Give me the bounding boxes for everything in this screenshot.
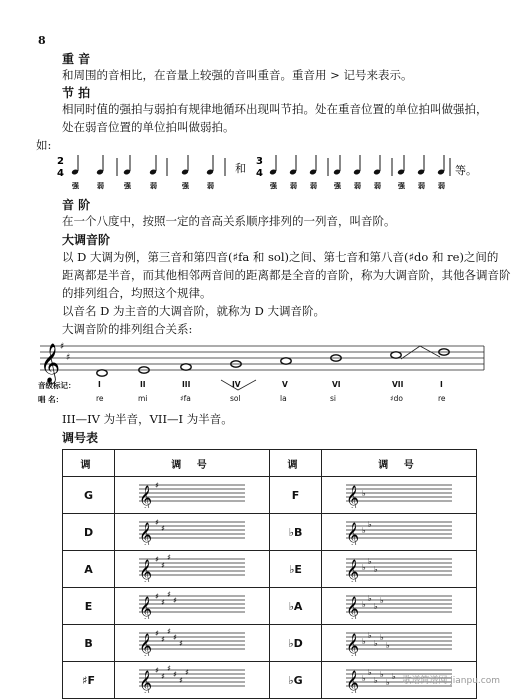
treble-clef-icon: 𝄞 — [139, 597, 153, 619]
solfege-syllable: re — [438, 394, 446, 403]
flat-icon: ♭ — [386, 641, 390, 650]
key-table-heading: 调号表 — [62, 431, 99, 445]
flat-icon: ♭ — [362, 563, 366, 572]
flat-icon: ♭ — [386, 678, 390, 687]
key-signature-staff — [344, 515, 454, 545]
flat-icon: ♭ — [362, 526, 366, 535]
degree-mark: I — [98, 380, 101, 389]
key-name-flat: ♭A — [269, 588, 321, 625]
sharp-icon: ♯ — [173, 596, 177, 605]
major-heading: 大调音阶 — [62, 233, 111, 247]
key-name-sharp: E — [63, 588, 115, 625]
solfege-syllable: ♯do — [390, 394, 403, 403]
sharp-icon: ♯ — [155, 666, 159, 675]
treble-clef-icon: 𝄞 — [139, 486, 153, 508]
sharp-icon: ♯ — [185, 668, 189, 677]
flat-icon: ♭ — [362, 600, 366, 609]
sharp-key-signature — [115, 588, 270, 625]
flat-key-signature — [322, 588, 477, 625]
scale-note — [181, 364, 191, 370]
sharp-icon: ♯ — [179, 639, 183, 648]
sharp-icon: ♯ — [173, 670, 177, 679]
key-name-sharp: G — [63, 477, 115, 514]
sharp-icon: ♯ — [167, 553, 171, 562]
sharp-icon: ♯ — [167, 590, 171, 599]
sharp-icon: ♯ — [155, 555, 159, 564]
time-sig-24-top: 2 — [57, 156, 64, 167]
col-sig-left: 调 号 — [115, 450, 270, 477]
accent-heading: 重 音 — [62, 52, 91, 66]
beat-label-24: 弱 — [207, 182, 214, 190]
solfege-label: 唱 名： — [38, 395, 64, 404]
flat-icon: ♭ — [374, 565, 378, 574]
beat-text-1: 相同时值的强拍与弱拍有规律地循环出现叫节拍。处在重音位置的单位拍叫做强拍， — [62, 102, 488, 116]
time-sig-24-bottom: 4 — [57, 168, 64, 179]
beat-label-34: 强 — [398, 182, 405, 190]
degree-mark: III — [182, 380, 191, 389]
flat-icon: ♭ — [368, 520, 372, 529]
sharp-icon: ♯ — [173, 633, 177, 642]
key-name-flat: ♭B — [269, 514, 321, 551]
key-name-flat: F — [269, 477, 321, 514]
key-table-row — [63, 588, 477, 625]
treble-clef-icon: 𝄞 — [346, 671, 360, 693]
treble-clef-icon: 𝄞 — [346, 523, 360, 545]
sharp-icon: ♯ — [161, 561, 165, 570]
beat-label-34: 弱 — [438, 182, 445, 190]
key-table-row — [63, 477, 477, 514]
flat-icon: ♭ — [368, 594, 372, 603]
solfege-syllable: re — [96, 394, 104, 403]
solfege-syllable: ♯fa — [180, 394, 191, 403]
col-key-right: 调 — [269, 450, 321, 477]
sharp-key-signature — [115, 514, 270, 551]
treble-clef-icon: 𝄞 — [139, 560, 153, 582]
scale-note — [281, 358, 291, 364]
sharp-icon: ♯ — [155, 629, 159, 638]
key-signature-staff — [137, 515, 247, 545]
sharp-icon: ♯ — [161, 524, 165, 533]
flat-key-signature — [322, 514, 477, 551]
flat-icon: ♭ — [362, 489, 366, 498]
beat-label-34: 强 — [270, 182, 277, 190]
sharp-icon: ♯ — [161, 598, 165, 607]
sharp-icon: ♯ — [161, 635, 165, 644]
key-signature-staff — [137, 626, 247, 656]
flat-icon: ♭ — [374, 676, 378, 685]
treble-clef-icon: 𝄞 — [139, 634, 153, 656]
sharp-key-signature — [115, 551, 270, 588]
flat-key-signature — [322, 625, 477, 662]
flat-icon: ♭ — [374, 639, 378, 648]
beat-label-24: 强 — [124, 182, 131, 190]
degree-mark: I — [440, 380, 443, 389]
treble-clef-icon: 𝄞 — [346, 597, 360, 619]
key-signature-staff — [137, 478, 247, 508]
sharp-key-signature — [115, 662, 270, 699]
key-signature-staff — [344, 478, 454, 508]
major-text-2: 距离都是半音，而其他相邻两音间的距离都是全音的音阶，称为大调音阶，其他各调音阶 — [62, 268, 511, 282]
key-name-sharp: ♯F — [63, 662, 115, 699]
major-text-4: 以音名 D 为主音的大调音阶，就称为 D 大调音阶。 — [62, 304, 326, 318]
semitone-bracket-7-8 — [401, 346, 440, 359]
key-signature-table — [62, 449, 477, 699]
degree-mark: V — [282, 380, 288, 389]
sharp-icon: ♯ — [167, 664, 171, 673]
sharp-icon: ♯ — [167, 627, 171, 636]
flat-key-signature — [322, 477, 477, 514]
treble-clef-icon: 𝄞 — [40, 343, 61, 383]
sharp-icon: ♯ — [179, 676, 183, 685]
flat-icon: ♭ — [380, 670, 384, 679]
scale-note — [391, 352, 401, 358]
sharp-icon: ♯ — [155, 481, 159, 490]
sharp-key-signature — [115, 477, 270, 514]
major-text-3: 的排列组合，均照这个规律。 — [62, 286, 212, 300]
solfege-syllable: la — [280, 394, 287, 403]
key-signature-staff — [344, 589, 454, 619]
beat-text-2: 处在弱音位置的单位拍叫做弱拍。 — [62, 120, 235, 134]
treble-clef-icon: 𝄞 — [346, 634, 360, 656]
degree-label: 音级标记： — [38, 381, 76, 390]
sharp-c-icon: ♯ — [66, 353, 71, 363]
scale-text: 在一个八度中，按照一定的音高关系顺序排列的一列音，叫音阶。 — [62, 214, 396, 228]
degree-mark: VII — [392, 380, 404, 389]
key-name-flat: ♭D — [269, 625, 321, 662]
beat-label-34: 强 — [334, 182, 341, 190]
example-label: 如: — [36, 138, 52, 152]
sharp-icon: ♯ — [161, 672, 165, 681]
treble-clef-icon: 𝄞 — [346, 486, 360, 508]
solfege-syllable: sol — [230, 394, 241, 403]
beat-label-34: 弱 — [418, 182, 425, 190]
key-signature-staff — [344, 552, 454, 582]
solfege-syllable: si — [330, 394, 336, 403]
and-label: 和 — [235, 162, 246, 175]
key-name-flat: ♭G — [269, 662, 321, 699]
solfege-syllable: mi — [138, 394, 148, 403]
semitone-note: III—IV 为半音，VII—I 为半音。 — [62, 412, 233, 426]
etc-label: 等。 — [455, 164, 477, 177]
key-signature-staff — [344, 626, 454, 656]
key-name-flat: ♭E — [269, 551, 321, 588]
flat-icon: ♭ — [374, 602, 378, 611]
beat-label-34: 弱 — [310, 182, 317, 190]
key-name-sharp: D — [63, 514, 115, 551]
sharp-key-signature — [115, 625, 270, 662]
sharp-f-icon: ♯ — [60, 342, 65, 352]
key-name-sharp: B — [63, 625, 115, 662]
watermark: 歌谱简谱网 jianpu.com — [402, 676, 500, 686]
key-name-sharp: A — [63, 551, 115, 588]
beat-label-34: 弱 — [290, 182, 297, 190]
major-text-5: 大调音阶的排列组合关系: — [62, 322, 193, 336]
beat-label-24: 弱 — [97, 182, 104, 190]
flat-icon: ♭ — [368, 557, 372, 566]
flat-icon: ♭ — [362, 674, 366, 683]
beat-label-34: 弱 — [374, 182, 381, 190]
flat-icon: ♭ — [392, 672, 396, 681]
beat-label-24: 弱 — [150, 182, 157, 190]
flat-icon: ♭ — [368, 668, 372, 677]
flat-key-signature — [322, 551, 477, 588]
key-table-row — [63, 514, 477, 551]
col-key-left: 调 — [63, 450, 115, 477]
time-sig-34-top: 3 — [256, 156, 263, 167]
treble-clef-icon: 𝄞 — [139, 671, 153, 693]
rhythm-example — [45, 150, 485, 196]
flat-icon: ♭ — [368, 631, 372, 640]
treble-clef-icon: 𝄞 — [346, 560, 360, 582]
key-signature-staff — [137, 589, 247, 619]
accent-text: 和周围的音相比，在音量上较强的音叫重音。重音用 > 记号来表示。 — [62, 68, 413, 82]
major-text-1: 以 D 大调为例，第三音和第四音(♯fa 和 sol)之间、第七音和第八音(♯do 和 re)之间的 — [62, 250, 499, 264]
flat-icon: ♭ — [380, 596, 384, 605]
treble-clef-icon: 𝄞 — [139, 523, 153, 545]
key-table-row — [63, 551, 477, 588]
degree-mark: IV — [232, 380, 241, 389]
beat-label-24: 强 — [72, 182, 79, 190]
scale-heading: 音 阶 — [62, 198, 91, 212]
key-signature-staff — [137, 552, 247, 582]
beat-heading: 节 拍 — [62, 86, 91, 100]
key-signature-staff — [137, 663, 247, 693]
degree-mark: VI — [332, 380, 341, 389]
sharp-icon: ♯ — [155, 518, 159, 527]
key-table-row — [63, 625, 477, 662]
col-sig-right: 调 号 — [322, 450, 477, 477]
page-number: 8 — [38, 34, 46, 47]
flat-icon: ♭ — [362, 637, 366, 646]
time-sig-34-bottom: 4 — [256, 168, 263, 179]
sharp-icon: ♯ — [155, 592, 159, 601]
beat-label-34: 弱 — [354, 182, 361, 190]
beat-label-24: 强 — [182, 182, 189, 190]
degree-mark: II — [140, 380, 146, 389]
flat-icon: ♭ — [380, 633, 384, 642]
scale-note — [97, 370, 107, 376]
